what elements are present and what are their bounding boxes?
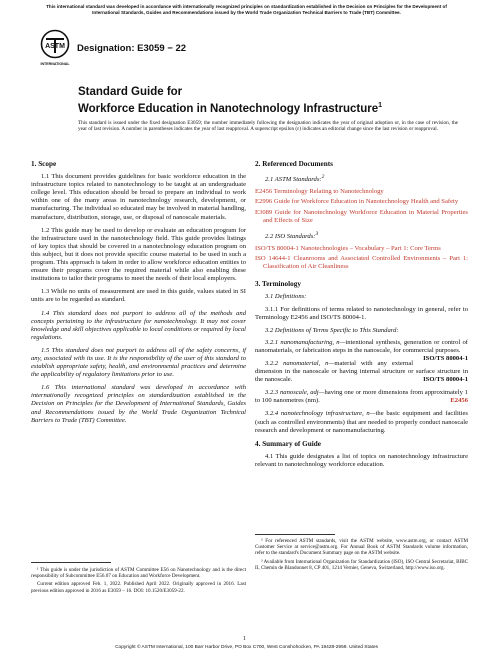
footnote-1: ¹ This guide is under the jurisdiction of ASTM Committee E56 on Nanotechnology and is the direct responsibility of Subcommittee E56.07 on Education and Workforce Development. bbox=[31, 567, 246, 580]
title-line-2 bbox=[78, 99, 382, 116]
summary-4-1: 4.1 This guide designates a list of topics on nanotechnology infrastructure relevant to nanotechnology workforce education. bbox=[255, 452, 468, 468]
ref-link[interactable]: E2456 bbox=[255, 188, 273, 196]
definition-3-1-1: 3.1.1 For definitions of terms related to nanotechnology in general, refer to Terminology E2456 and ISO/TS 80004-1. bbox=[255, 305, 468, 321]
ref-item: ISO 14644-1 Cleanrooms and Associated Controlled Environments – Part 1: Classification of Air Cleanliness bbox=[255, 255, 468, 271]
definitions-label: 3.1 Definitions: bbox=[265, 293, 307, 301]
left-column bbox=[31, 160, 246, 430]
term-nanomaterial: 3.2.2 nanomaterial, n—material with any external dimension in the nanoscale or having internal structure or surface structure in the nanoscale. ISO/TS 80004-1 bbox=[255, 359, 468, 384]
astm-standards-label: 2.1 ASTM Standards:$^2$ bbox=[265, 174, 325, 184]
footnote-2: ² For referenced ASTM standards, visit the ASTM website, www.astm.org, or contact ASTM Customer Service at service@astm.org. For Annual Book of ASTM Standards volume information, refer to the standard's Document Summary page on the ASTM website. bbox=[255, 538, 468, 557]
terminology-heading: 3. Terminology bbox=[255, 280, 301, 289]
title-text: Workforce Education in Nanotechnology Infrastructure bbox=[78, 102, 379, 115]
scope-1-1: 1.1 This document provides guidelines for basic workforce education in the infrastructure topics related to nanotechnology to be taught at an undergraduate college level. This education should be broad to prepare an individual to work within one of the many areas in nanotechnology research, development, or manufacturing. The individual so educated may be involved in material handling, manufacture, distribution, storage, use, or disposal of nanoscale materials. bbox=[31, 173, 246, 221]
iso-standards-label: 2.2 ISO Standards:$^3$ bbox=[265, 230, 319, 240]
scope-1-4: 1.4 This standard does not purport to address all of the methods and concepts pertaining to the infrastructure for nanotechnology. It may not cover knowledge and skill objectives applicable to local conditions or required by local regulations. bbox=[31, 309, 246, 341]
designation: Designation: E3059 − 22 bbox=[77, 43, 187, 54]
scope-1-2: 1.2 This guide may be used to develop or evaluate an education program for the infrastructure used in the nanotechnology field. This guide provides listings of key topics that should be covered in a nanotechnology education program on this subject, but it does not provide specific course material to be used in such a program. This approach is taken in order to allow workforce education entities to ensure their programs cover the required material while also enabling these institutions to tailor their programs to meet the needs of their local employers. bbox=[31, 226, 246, 283]
ref-link[interactable]: ISO 14644-1 bbox=[255, 255, 291, 263]
scope-heading: 1. Scope bbox=[31, 160, 57, 168]
footnotes-right bbox=[255, 538, 468, 571]
footnote-edition: Current edition approved Feb. 1, 2022. Published April 2022. Originally approved in 2016. Last previous edition approved in 2016 as E3059 – 16. DOI: 10.1520/E3059-22. bbox=[31, 581, 246, 594]
ref-item: E2996 Guide for Workforce Education in Nanotechnology Health and Safety bbox=[255, 198, 459, 206]
ref-item: E3089 Guide for Nanotechnology Workforce Education in Material Properties and Effects of Size bbox=[255, 208, 468, 224]
astm-logo bbox=[38, 29, 72, 69]
ref-item: E2456 Terminology Relating to Nanotechnology bbox=[255, 188, 384, 196]
page-number: 1 bbox=[243, 636, 246, 642]
footnote-3: ³ Available from International Organization for Standardization (ISO), ISO Central Secretariat, BIBC II, Chemin de Blandonnet 8, CP 401, 1214 Vernier, Geneva, Switzerland, http://www.iso.org. bbox=[255, 558, 468, 571]
footnote-rule-right bbox=[255, 534, 335, 535]
copyright-line: Copyright © ASTM International, 100 Barr Harbor Drive, PO Box C700, West Conshohocken, PA 19428-2959. United States bbox=[115, 645, 378, 650]
tbt-notice: This international standard was developed in accordance with internationally recognized principles on standardization established in the Decision on Principles for the Development of International Standards, Guides and Recommendations issued by the World Trade Organization Technical Barriers to Trade (TBT) Committee. bbox=[46, 4, 447, 15]
scope-1-6: 1.6 This international standard was developed in accordance with internationally recognized principles on standardization established in the Decision on Principles for the Development of International Standards, Guides and Recommendations issued by the World Trade Organization Technical Barriers to Trade (TBT) Committee. bbox=[31, 384, 246, 424]
ref-link[interactable]: E3089 bbox=[255, 208, 273, 216]
right-column bbox=[255, 160, 468, 474]
scope-1-3: 1.3 While no units of measurement are used in this guide, values stated in SI units are to be regarded as standard. bbox=[31, 288, 246, 304]
title-line-1: Standard Guide for bbox=[78, 86, 183, 98]
footnote-rule-left bbox=[31, 562, 111, 563]
references-heading: 2. Referenced Documents bbox=[255, 160, 333, 168]
footnotes-left bbox=[31, 567, 246, 594]
ref-link[interactable]: ISO/TS 80004-1 bbox=[255, 245, 299, 253]
scope-1-5: 1.5 This standard does not purport to address all of the safety concerns, if any, associated with its use. It is the responsibility of the user of this standard to establish appropriate safety, health, and environmental practices and determine the applicability of regulatory limitations prior to use. bbox=[31, 346, 246, 379]
specific-definitions-label: 3.2 Definitions of Terms Specific to This Standard: bbox=[265, 326, 399, 334]
term-nanoscale: 3.2.3 nanoscale, adj—having one or more dimensions from approximately 1 to 100 nanometres (nm). E2456 bbox=[255, 389, 468, 405]
ref-link[interactable]: E2996 bbox=[255, 198, 273, 206]
summary-heading: 4. Summary of Guide bbox=[255, 439, 321, 448]
term-nanomanufacturing: 3.2.1 nanomanufacturing, n—intentional synthesis, generation or control of nanomaterials, or fabrication steps in the nanoscale, for commercial purposes. ISO/TS 80004-1 bbox=[255, 338, 468, 362]
title-footnote-mark: 1 bbox=[378, 102, 383, 109]
term-nanotechnology-infrastructure: 3.2.4 nanotechnology infrastructure, n—the basic equipment and facilities (such as controlled environments) that are needed to properly conduct nanoscale research and development or nanomanufacturing. bbox=[255, 410, 468, 434]
issued-note: This standard is issued under the fixed designation E3059; the number immediately following the designation indicates the year of original adoption or, in the case of revision, the year of last revision. A number in parentheses indicates the year of last reapproval. A superscript epsilon (ε) indicates an editorial change since the last revision or reapproval. bbox=[78, 120, 458, 133]
ref-item: ISO/TS 80004-1 Nanotechnologies – Vocabulary – Part 1: Core Terms bbox=[255, 245, 441, 253]
svg-text:ASTM: ASTM bbox=[45, 43, 65, 50]
svg-text:INTERNATIONAL: INTERNATIONAL bbox=[40, 62, 70, 66]
